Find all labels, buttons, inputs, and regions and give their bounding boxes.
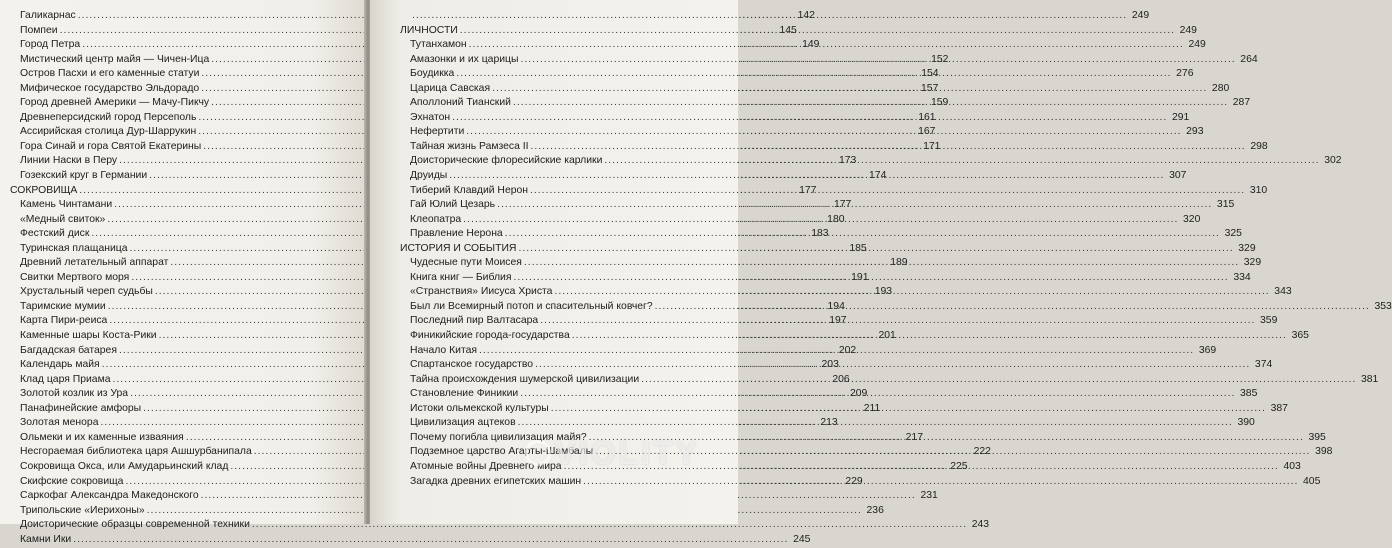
toc-page-number: 211 bbox=[863, 402, 881, 414]
toc-page-number: 249 bbox=[1179, 24, 1197, 36]
toc-entry-title: Финикийские города-государства bbox=[410, 330, 570, 342]
toc-entry-title: Древний летательный аппарат bbox=[20, 257, 169, 269]
toc-page-number: 229 bbox=[845, 475, 863, 487]
toc-page-number: 209 bbox=[849, 388, 868, 400]
toc-entry-title: Эхнатон bbox=[410, 111, 451, 123]
toc-page-number: 171 bbox=[923, 140, 941, 152]
toc-page-number: 197 bbox=[829, 315, 847, 327]
toc-leader-dots bbox=[595, 446, 1310, 457]
toc-page-number: 225 bbox=[950, 460, 968, 472]
toc-entry-title: Тайна происхождения шумерской цивилизации bbox=[410, 373, 640, 385]
toc-leader-dots bbox=[655, 301, 1370, 312]
toc-page-number: 213 bbox=[820, 417, 838, 429]
toc-entry-title: Правление Нерона bbox=[410, 228, 503, 240]
toc-entry-title: Ольмеки и их каменные изваяния bbox=[20, 431, 184, 443]
toc-entry-title: Золотой козлик из Ура bbox=[20, 388, 129, 400]
toc-page-number: 343 bbox=[1274, 286, 1292, 298]
toc-entry-title: Цивилизация ацтеков bbox=[410, 417, 516, 429]
toc-entry-title: Аполлоний Тианский bbox=[410, 97, 511, 109]
toc-page-number: 236 bbox=[866, 504, 884, 516]
toc-leader-dots bbox=[505, 228, 1220, 239]
toc-entry-title: Спартанское государство bbox=[410, 359, 534, 371]
toc-page-number: 405 bbox=[1303, 475, 1321, 487]
toc-page-number: 287 bbox=[1232, 97, 1251, 109]
toc-entry bbox=[10, 519, 990, 534]
toc-entry-title: Нефертити bbox=[410, 126, 465, 138]
toc-entry-title: Фестский диск bbox=[20, 228, 90, 240]
toc-leader-dots bbox=[492, 83, 1207, 94]
toc-page-number: 167 bbox=[918, 126, 936, 138]
watermark: VIOLITY bbox=[525, 435, 700, 472]
toc-page-number: 325 bbox=[1224, 228, 1242, 240]
toc-entry-title: Ассирийская столица Дур-Шаррукин bbox=[20, 126, 197, 138]
toc-page-number: 177 bbox=[799, 184, 817, 196]
toc-entry-title: Золотая менора bbox=[20, 417, 99, 429]
toc-entry-title: Линии Наски в Перу bbox=[20, 155, 118, 167]
toc-entry-title: Багдадская батарея bbox=[20, 344, 117, 356]
toc-page-number: 194 bbox=[827, 300, 845, 312]
toc-entry-title: Календарь майя bbox=[20, 359, 100, 371]
toc-page-number: 191 bbox=[851, 271, 869, 283]
toc-page-number: 307 bbox=[1169, 170, 1187, 182]
toc-page-number: 145 bbox=[779, 24, 797, 36]
toc-page-number: 381 bbox=[1360, 373, 1379, 385]
toc-entry-title: Скифские сокровища bbox=[20, 475, 124, 487]
toc-page-number: 183 bbox=[811, 228, 829, 240]
toc-leader-dots bbox=[518, 417, 1233, 428]
toc-leader-dots bbox=[530, 185, 1245, 196]
toc-page-number: 369 bbox=[1198, 344, 1217, 356]
toc-leader-dots bbox=[572, 330, 1287, 341]
toc-entry-title: «Странствия» Иисуса Христа bbox=[410, 286, 553, 298]
toc-page-number: 243 bbox=[971, 519, 990, 531]
toc-leader-dots bbox=[452, 112, 1167, 123]
toc-entry-title: Боудикка bbox=[410, 68, 455, 80]
toc-leader-dots bbox=[524, 257, 1239, 268]
toc-page-number: 395 bbox=[1308, 431, 1326, 443]
toc-entry-title: Становление Финикии bbox=[410, 388, 519, 400]
toc-entry-title: Помпеи bbox=[20, 24, 58, 36]
toc-page-number: 249 bbox=[1131, 10, 1150, 21]
toc-entry-title: Клеопатра bbox=[410, 213, 462, 225]
toc-leader-dots bbox=[641, 374, 1356, 385]
toc-leader-dots bbox=[518, 243, 1233, 254]
toc-page-number: 302 bbox=[1324, 155, 1342, 167]
toc-page-number: 159 bbox=[930, 97, 949, 109]
toc-page-number: 217 bbox=[905, 431, 923, 443]
toc-page-number: 374 bbox=[1254, 359, 1273, 371]
toc-entry-title: Подземное царство Агарты-Шамбалы bbox=[410, 446, 594, 458]
toc-leader-dots bbox=[456, 68, 1171, 79]
toc-page-number: 329 bbox=[1243, 257, 1262, 269]
toc-entry-title: Гай Юлий Цезарь bbox=[410, 199, 496, 211]
toc-entry-title: Загадка древних египетских машин bbox=[410, 475, 582, 487]
toc-entry-title: Сокровища Окса, или Амударьинский клад bbox=[20, 460, 229, 472]
toc-page-number: 206 bbox=[832, 373, 850, 385]
toc-page-number: 249 bbox=[1188, 39, 1206, 51]
toc-page-number: 201 bbox=[878, 330, 896, 342]
toc-entry-title: Книга книг — Библия bbox=[410, 271, 512, 283]
toc-page-number: 161 bbox=[918, 111, 936, 123]
toc-entry-title: Мистический центр майя — Чичен-Ица bbox=[20, 53, 210, 65]
toc-leader-dots bbox=[554, 286, 1269, 297]
toc-page-number: 353 bbox=[1374, 300, 1392, 312]
toc-page-number: 280 bbox=[1211, 82, 1230, 94]
toc-entry-title: Город Петра bbox=[20, 39, 81, 51]
toc-entry-title: Чудесные пути Моисея bbox=[410, 257, 522, 269]
toc-page-number: 245 bbox=[793, 533, 811, 545]
toc-entry-title: Начало Китая bbox=[410, 344, 477, 356]
toc-leader-dots bbox=[73, 534, 788, 545]
toc-leader-dots bbox=[520, 54, 1235, 65]
toc-entry-title: «Медный свиток» bbox=[20, 213, 106, 225]
toc-page-number: 264 bbox=[1240, 53, 1258, 65]
toc-page-number: 189 bbox=[890, 257, 908, 269]
toc-page-number: 293 bbox=[1186, 126, 1204, 138]
toc-page-number: 173 bbox=[838, 155, 857, 167]
toc-page-number: 387 bbox=[1270, 402, 1288, 414]
toc-page-number: 202 bbox=[838, 344, 857, 356]
toc-entry-title: Несгораемая библиотека царя Ашшурбанипала bbox=[20, 446, 252, 458]
toc-entry-title: Мифическое государство Эльдорадо bbox=[20, 82, 200, 94]
toc-leader-dots bbox=[479, 345, 1194, 356]
toc-entry-title: Тутанхамон bbox=[410, 39, 467, 51]
toc-entry-title: Трипольские «Иерихоны» bbox=[20, 504, 145, 516]
toc-entry bbox=[10, 504, 884, 520]
toc-leader-dots bbox=[449, 170, 1164, 181]
toc-entry-title: Гозекский круг в Германии bbox=[20, 170, 148, 182]
toc-entry-title: ЛИЧНОСТИ bbox=[400, 24, 458, 36]
toc-page-number: 329 bbox=[1238, 242, 1256, 254]
toc-page-number: 231 bbox=[920, 490, 938, 502]
toc-entry-title: СОКРОВИЩА bbox=[10, 184, 78, 196]
toc-leader-dots bbox=[604, 155, 1319, 166]
toc-entry-title: Истоки ольмекской культуры bbox=[410, 402, 549, 414]
toc-leader-dots bbox=[497, 199, 1212, 210]
toc-entry-title: Клад царя Приама bbox=[20, 373, 111, 385]
toc-leader-dots bbox=[531, 141, 1246, 152]
toc-leader-dots bbox=[583, 476, 1298, 487]
toc-leader-dots bbox=[513, 97, 1228, 108]
toc-page-number: 310 bbox=[1249, 184, 1268, 196]
toc-entry-title: Доисторические флоресийские карлики bbox=[410, 155, 603, 167]
toc-entry-title: Камни Ики bbox=[20, 533, 72, 545]
toc-entry-title: Атомные войны Древнего мира bbox=[410, 460, 562, 472]
toc-leader-dots bbox=[551, 403, 1266, 414]
toc-entry-title: Почему погибла цивилизация майя? bbox=[410, 431, 587, 443]
toc-entry-title: ИСТОРИЯ И СОБЫТИЯ bbox=[400, 242, 517, 254]
toc-leader-dots bbox=[520, 388, 1235, 399]
toc-page-number: 185 bbox=[849, 242, 867, 254]
toc-entry-title: Свитки Мертвого моря bbox=[20, 271, 130, 283]
toc-entry-title: Каменные шары Коста-Рики bbox=[20, 330, 157, 342]
toc-entry-title: Хрустальный череп судьбы bbox=[20, 286, 153, 298]
toc-page-number: 315 bbox=[1216, 199, 1235, 211]
toc-page-number: 390 bbox=[1237, 417, 1255, 429]
toc-entry-title: Царица Савская bbox=[410, 82, 491, 94]
toc-page-number: 193 bbox=[874, 286, 893, 298]
toc-page-number: 403 bbox=[1283, 460, 1301, 472]
toc-leader-dots bbox=[466, 126, 1181, 137]
toc-page-number: 276 bbox=[1176, 68, 1194, 80]
toc-page-number: 174 bbox=[869, 170, 887, 182]
toc-leader-dots bbox=[513, 272, 1228, 283]
toc-page-number: 320 bbox=[1183, 213, 1201, 225]
toc-page-number: 359 bbox=[1260, 315, 1278, 327]
toc-page-number: 398 bbox=[1315, 446, 1333, 458]
toc-entry-title: Карта Пири-реиса bbox=[20, 315, 108, 327]
watermark-logo-icon bbox=[525, 440, 551, 466]
toc-leader-dots bbox=[463, 214, 1178, 225]
toc-entry bbox=[10, 490, 938, 505]
toc-page-number: 180 bbox=[827, 213, 845, 225]
toc-page-number: 298 bbox=[1250, 140, 1268, 152]
toc-entry-title: Саркофаг Александра Македонского bbox=[20, 490, 199, 502]
toc-entry-title: Древнеперсидский город Персеполь bbox=[20, 111, 197, 123]
toc-page-number: 177 bbox=[834, 199, 852, 211]
toc-entry-title: Тиберий Клавдий Нерон bbox=[410, 184, 529, 196]
toc-page-number: 149 bbox=[802, 39, 820, 51]
toc-page-number: 334 bbox=[1233, 271, 1251, 283]
toc-entry-title: Гора Синай и гора Святой Екатерины bbox=[20, 140, 202, 152]
toc-page-number: 385 bbox=[1240, 388, 1258, 400]
toc-entry-title: Город древней Америки — Мачу-Пикчу bbox=[20, 97, 210, 109]
toc-page-number: 291 bbox=[1171, 111, 1190, 123]
toc-entry-title: Последний пир Валтасара bbox=[410, 315, 539, 327]
toc-entry bbox=[10, 533, 811, 548]
toc-page-number: 203 bbox=[821, 359, 839, 371]
toc-page-number: 222 bbox=[973, 446, 991, 458]
toc-leader-dots bbox=[535, 359, 1250, 370]
toc-page-number: 157 bbox=[921, 82, 939, 94]
toc-entry-title: Остров Пасхи и его каменные статуи bbox=[20, 68, 200, 80]
toc-entry-title: Панафинейские амфоры bbox=[20, 402, 142, 414]
toc-page-number: 154 bbox=[921, 68, 939, 80]
toc-leader-dots bbox=[460, 25, 1175, 36]
toc-page-number: 142 bbox=[797, 10, 815, 21]
toc-entry-title: Друиды bbox=[410, 170, 448, 182]
toc-page-number: 365 bbox=[1291, 330, 1309, 342]
toc-entry-title: Таримские мумии bbox=[20, 300, 106, 312]
toc-entry-title: Был ли Всемирный потоп и спасительный ковчег? bbox=[410, 300, 653, 312]
toc-entry-title: Амазонки и их царицы bbox=[410, 53, 519, 65]
toc-leader-dots bbox=[412, 10, 1127, 21]
toc-entry-title: Галикарнас bbox=[20, 10, 76, 21]
toc-page-number: 152 bbox=[931, 53, 949, 65]
toc-leader-dots bbox=[469, 39, 1184, 50]
toc-entry-title: Камень Чинтамани bbox=[20, 199, 113, 211]
toc-entry-title: Доисторические образцы современной техники bbox=[20, 519, 250, 531]
toc-entry-title: Туринская плащаница bbox=[20, 242, 128, 254]
toc-entry bbox=[10, 10, 815, 25]
toc-entry-title: Тайная жизнь Рамзеса II bbox=[410, 140, 529, 152]
toc-leader-dots bbox=[540, 315, 1255, 326]
